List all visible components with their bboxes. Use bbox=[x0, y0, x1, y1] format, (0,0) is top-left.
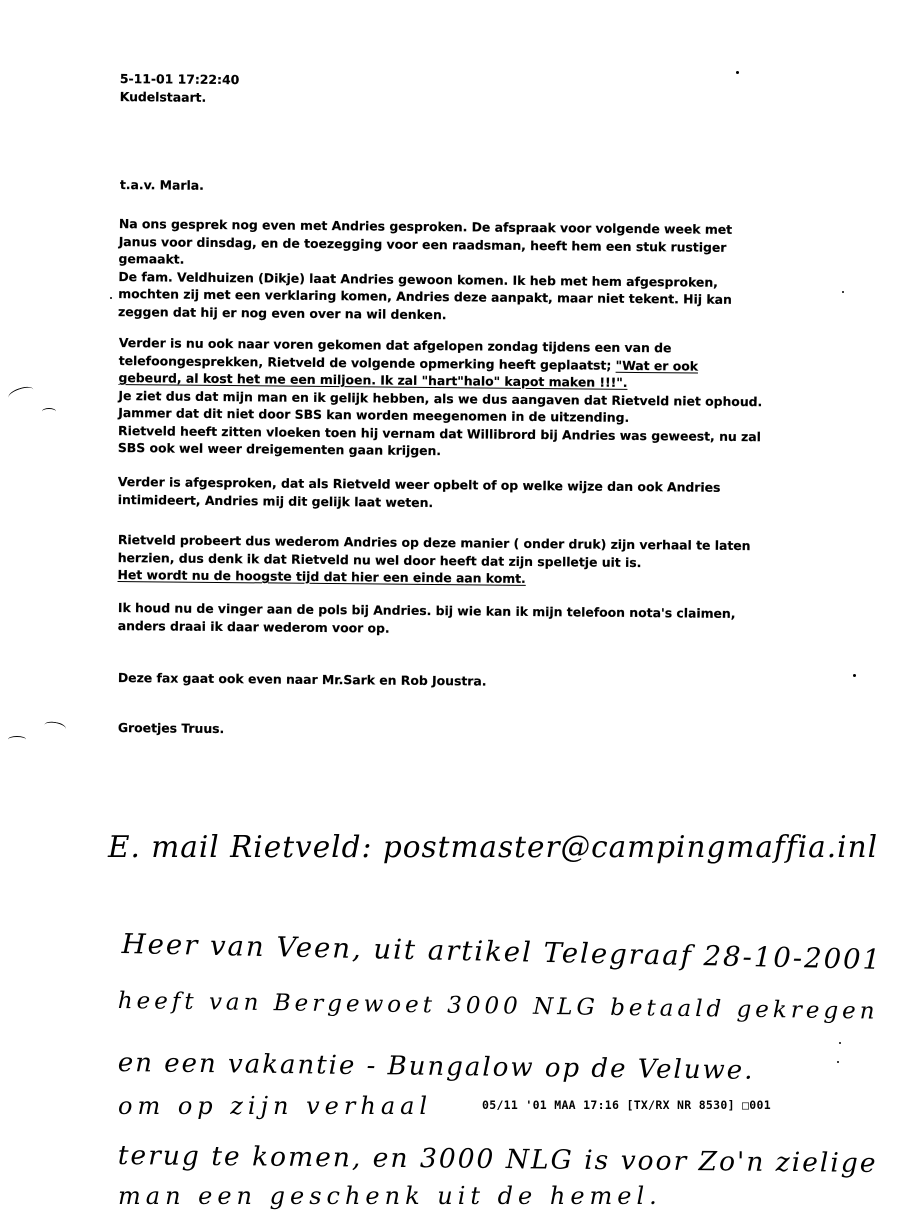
text-line: SBS ook wel weer dreigementen gaan krijgen. bbox=[117, 439, 442, 459]
text-line: Jammer dat dit niet door SBS kan worden meegenomen in de uitzending. bbox=[118, 404, 630, 425]
text-line: anders draai ik daar wederom voor op. bbox=[117, 617, 390, 636]
paragraph-3 bbox=[118, 473, 721, 514]
text-line: Na ons gesprek nog even met Andries gesproken. De afspraak voor volgende week met bbox=[118, 215, 733, 237]
fax-transmission-header: 05/11 '01 MAA 17:16 [TX/RX NR 8530] □001 bbox=[482, 1098, 771, 1112]
place: Kudelstaart. bbox=[119, 88, 207, 105]
text-line: Rietveld heeft zitten vloeken toen hij vernam dat Willibrord bij Andries was geweest, nu zal bbox=[118, 422, 761, 444]
text-line: mochten zij met een verklaring komen, Andries deze aanpakt, maar niet tekent. Hij kan bbox=[118, 285, 732, 307]
scan-speck bbox=[842, 291, 844, 293]
handwritten-line-4: om op zijn verhaal bbox=[118, 1092, 433, 1120]
paragraph-5 bbox=[118, 599, 736, 640]
scan-speck bbox=[736, 71, 739, 74]
salutation: t.a.v. Marla. bbox=[119, 176, 204, 193]
text-line: intimideert, Andries mij dit gelijk laat weten. bbox=[117, 491, 434, 510]
handwritten-email: E. mail Rietveld: postmaster@campingmaffia.inl bbox=[108, 830, 879, 864]
text-line: herzien, dus denk ik dat Rietveld nu wel door heeft dat zijn spelletje uit is. bbox=[117, 549, 642, 570]
scan-mark bbox=[7, 384, 35, 402]
quote-underlined: "Wat er ook bbox=[615, 357, 699, 374]
text-line: Janus voor dinsdag, en de toezegging voor een raadsman, heeft hem een stuk rustiger bbox=[118, 233, 727, 255]
timestamp: 5-11-01 17:22:40 bbox=[119, 70, 240, 88]
paragraph-1 bbox=[118, 215, 733, 326]
paragraph-6: Deze fax gaat ook even naar Mr.Sark en Rob Joustra. bbox=[117, 669, 487, 689]
scan-speck bbox=[110, 297, 112, 299]
text-line: Verder is afgesproken, dat als Rietveld weer opbelt of op welke wijze dan ook Andries bbox=[117, 473, 721, 495]
handwritten-line-6: man een geschenk uit de hemel. bbox=[118, 1182, 662, 1210]
text-line: Verder is nu ook naar voren gekomen dat afgelopen zondag tijdens een van de bbox=[118, 334, 672, 356]
handwritten-line-3: en een vakantie - Bungalow op de Veluwe. bbox=[117, 1048, 755, 1086]
text-line: zeggen dat hij er nog even over na wil denken. bbox=[118, 303, 447, 322]
text-line: De fam. Veldhuizen (Dikje) laat Andries gewoon komen. Ik heb met hem afgesproken, bbox=[118, 268, 718, 290]
text-line: gemaakt. bbox=[118, 250, 185, 267]
emphasis-underlined: Het wordt nu de hoogste tijd dat hier een einde aan komt. bbox=[117, 566, 526, 586]
scan-mark bbox=[43, 720, 66, 734]
quote-underlined: gebeurd, al kost het me een miljoen. Ik zal "hart"halo" kapot maken !!!". bbox=[118, 369, 628, 390]
text-line: telefoongesprekken, Rietveld de volgende opmerking heeft geplaatst; "Wat er ook bbox=[118, 352, 699, 374]
fax-header-block bbox=[120, 70, 240, 106]
text-line: Ik houd nu de vinger aan de pols bij Andries. bij wie kan ik mijn telefoon nota's claimen, bbox=[117, 599, 736, 621]
scan-speck bbox=[853, 674, 856, 677]
paragraph-4 bbox=[117, 531, 750, 590]
scan-speck bbox=[837, 1061, 839, 1063]
paragraph-2 bbox=[118, 334, 763, 463]
handwritten-line-1: Heer van Veen, uit artikel Telegraaf 28-10-2001 bbox=[121, 928, 883, 976]
text-line: Rietveld probeert dus wederom Andries op deze manier ( onder druk) zijn verhaal te laten bbox=[117, 531, 751, 554]
handwritten-line-2: heeft van Bergewoet 3000 NLG betaald gekregen bbox=[117, 988, 879, 1025]
scan-mark bbox=[8, 736, 26, 743]
text-line: Je ziet dus dat mijn man en ik gelijk hebben, als we dus aangaven dat Rietveld niet ophoud. bbox=[118, 387, 763, 409]
handwritten-line-5: terug te komen, en 3000 NLG is voor Zo'n zielige bbox=[117, 1140, 878, 1179]
closing: Groetjes Truus. bbox=[117, 719, 225, 737]
scan-speck bbox=[839, 1042, 841, 1044]
scan-mark bbox=[42, 408, 56, 415]
